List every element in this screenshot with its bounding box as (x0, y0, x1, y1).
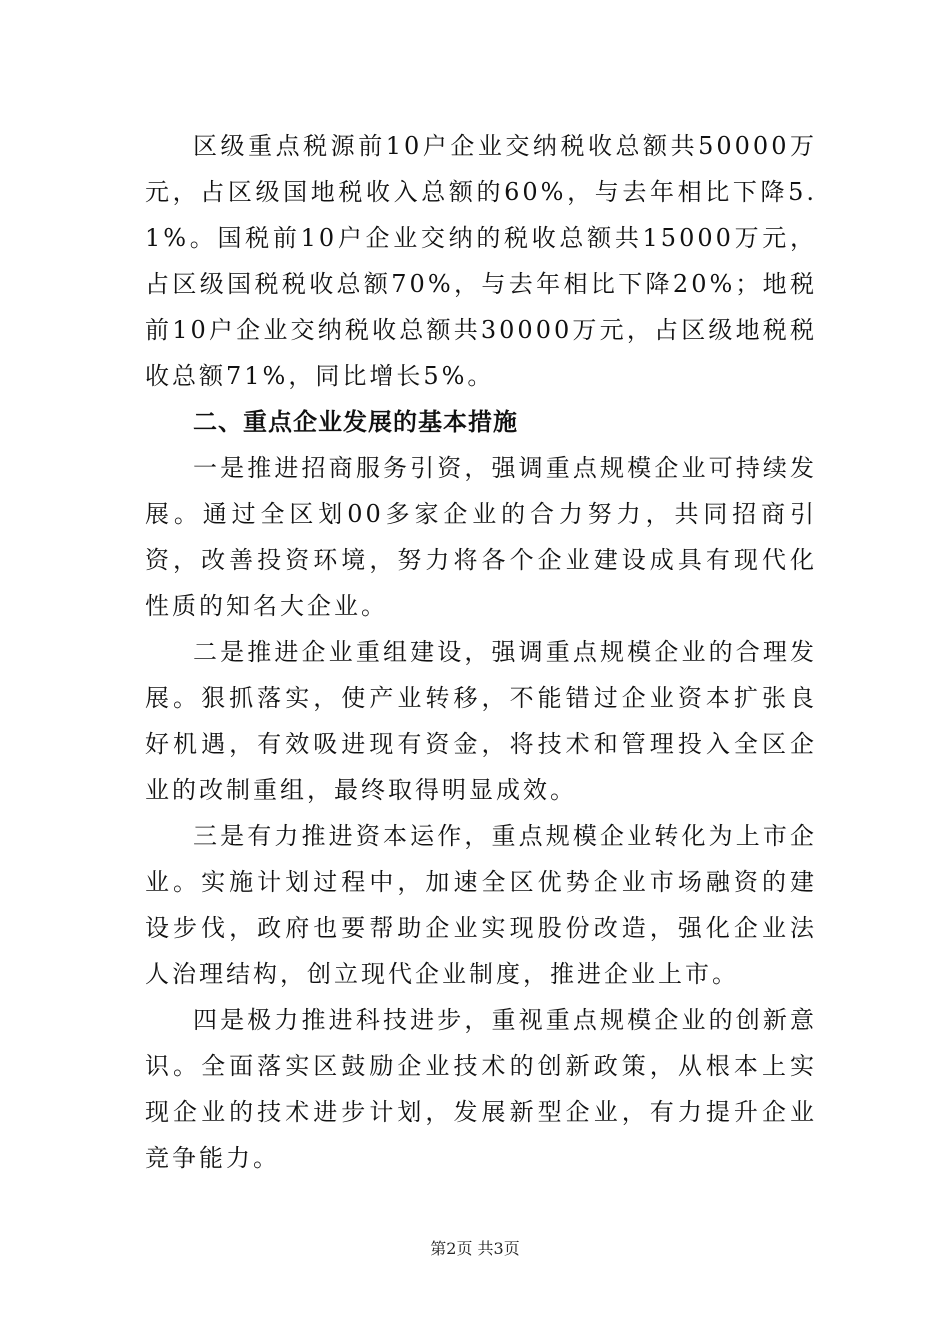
section-heading: 二、重点企业发展的基本措施 (193, 408, 518, 436)
page-number-footer: 第2页 共3页 (430, 1239, 520, 1258)
document-body (145, 123, 817, 1181)
measure-paragraph-3: 三是有力推进资本运作，重点规模企业转化为上市企业。实施计划过程中，加速全区优势企业市场融资的建设步伐，政府也要帮助企业实现股份改造，强化企业法人治理结构，创立现代企业制度，推进企业上市。 (145, 822, 817, 988)
measure-paragraph-1: 一是推进招商服务引资，强调重点规模企业可持续发展。通过全区划00多家企业的合力努力，共同招商引资，改善投资环境，努力将各个企业建设成具有现代化性质的知名大企业。 (145, 454, 817, 620)
measure-paragraph-2: 二是推进企业重组建设，强调重点规模企业的合理发展。狠抓落实，使产业转移，不能错过企业资本扩张良好机遇，有效吸进现有资金，将技术和管理投入全区企业的改制重组，最终取得明显成效。 (145, 638, 817, 804)
tax-summary-paragraph: 区级重点税源前10户企业交纳税收总额共50000万元，占区级国地税收入总额的60%，与去年相比下降5.1%。国税前10户企业交纳的税收总额共15000万元，占区级国税税收总额70%，与去年相比下降20%；地税前10户企业交纳税收总额共30000万元，占区级地税税收总额71%，同比增长5%。 (145, 132, 817, 390)
measure-paragraph-4: 四是极力推进科技进步，重视重点规模企业的创新意识。全面落实区鼓励企业技术的创新政策，从根本上实现企业的技术进步计划，发展新型企业，有力提升企业竞争能力。 (145, 1006, 817, 1172)
